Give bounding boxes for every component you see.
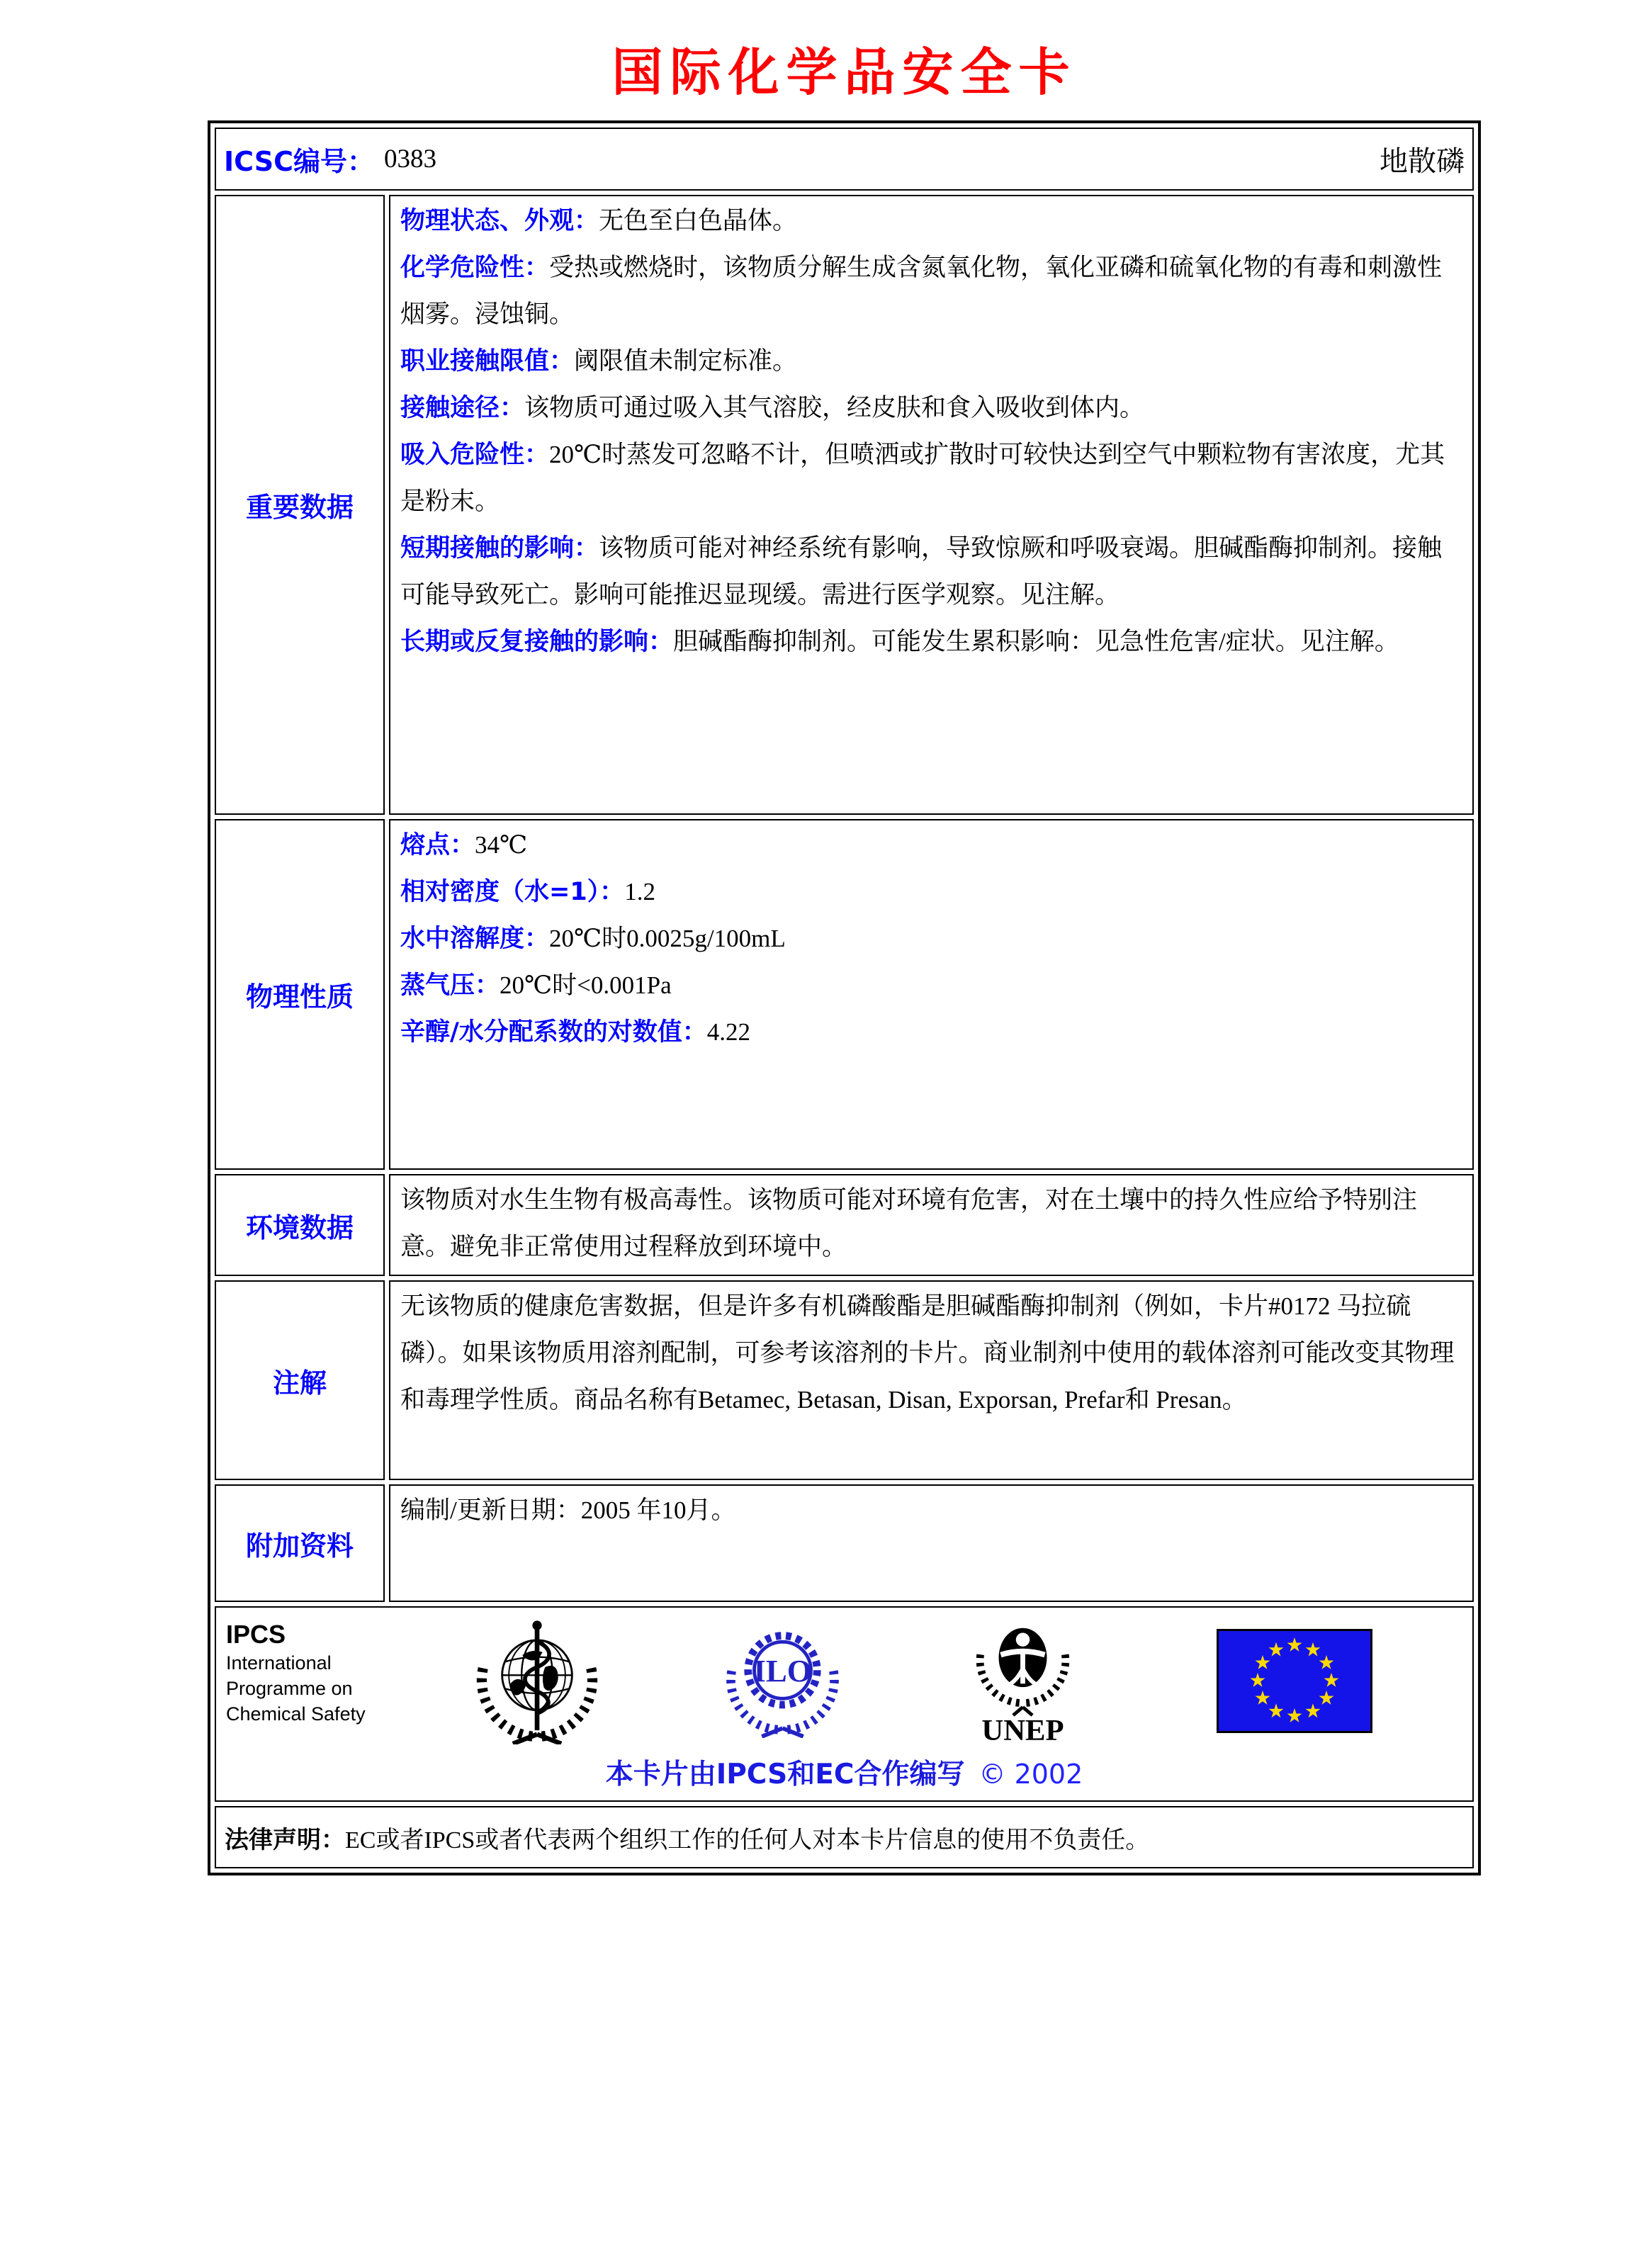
data-item xyxy=(400,619,1464,665)
notes-content xyxy=(389,1280,1474,1480)
icsc-number-label: ICSC编号： xyxy=(224,146,374,177)
additional-info-content xyxy=(389,1484,1474,1602)
ilo-letters: ILO xyxy=(753,1652,812,1688)
item-label: 蒸气压： xyxy=(400,971,500,1000)
item-label: 职业接触限值： xyxy=(400,347,575,376)
legal-label: 法律声明： xyxy=(225,1825,345,1854)
data-item xyxy=(400,525,1464,619)
data-item xyxy=(400,338,1464,385)
eu-flag-icon xyxy=(1217,1629,1372,1733)
section-label-additional-info: 附加资料 xyxy=(215,1484,385,1602)
item-text: 20℃时0.0025g/100mL xyxy=(549,925,786,952)
item-label: 辛醇/水分配系数的对数值： xyxy=(400,1018,707,1046)
item-label: 短期接触的影响： xyxy=(400,534,599,563)
ilo-logo-icon xyxy=(714,1619,852,1738)
footer-caption xyxy=(216,1752,1472,1792)
header-row xyxy=(215,128,1474,191)
data-item xyxy=(400,915,1464,962)
icsc-card-table xyxy=(208,120,1481,1875)
section-label-important-data: 重要数据 xyxy=(215,195,385,815)
item-label: 熔点： xyxy=(400,831,475,859)
item-label: 物理状态、外观： xyxy=(400,207,599,235)
chemical-name: 地散磷 xyxy=(1380,145,1465,177)
additional-info-row xyxy=(215,1484,1474,1602)
icsc-number-value: 0383 xyxy=(384,145,436,174)
item-text: 34℃ xyxy=(475,831,528,859)
item-label: 化学危险性： xyxy=(400,254,550,282)
section-label-physical-properties: 物理性质 xyxy=(215,819,385,1170)
section-text: 编制/更新日期：2005 年10月。 xyxy=(400,1496,736,1524)
data-item xyxy=(400,822,1464,869)
data-item xyxy=(400,869,1464,915)
page-title: 国际化学品安全卡 xyxy=(611,42,1077,102)
data-item xyxy=(400,431,1464,525)
who-logo-icon xyxy=(470,1613,604,1744)
data-item xyxy=(400,962,1464,1009)
ipcs-subtitle-line: International xyxy=(226,1652,332,1674)
data-item xyxy=(400,385,1464,431)
section-text: 该物质对水生生物有极高毒性。该物质可能对环境有危害，对在土壤中的持久性应给予特别注意。避免非正常使用过程释放到环境中。 xyxy=(400,1186,1418,1260)
item-label: 长期或反复接触的影响： xyxy=(400,628,674,656)
copyright: © 2002 xyxy=(979,1759,1083,1790)
item-text: 1.2 xyxy=(624,878,655,905)
section-text: 无该物质的健康危害数据，但是许多有机磷酸酯是胆碱酯酶抑制剂（例如，卡片#0172 马拉硫磷）。如果该物质用溶剂配制，可参考该溶剂的卡片。商业制剂中使用的载体溶剂可能改变其物理和毒理学性质。商品名称有Betamec, Betasan, Disan, Exporsan, Prefar和 Presan。 xyxy=(400,1292,1455,1414)
item-text: 20℃时蒸发可忽略不计，但喷洒或扩散时可较快达到空气中颗粒物有害浓度，尤其是粉末。 xyxy=(400,441,1445,515)
unep-logo-icon xyxy=(964,1612,1081,1747)
item-text: 20℃时<0.001Pa xyxy=(500,971,672,999)
section-label-notes: 注解 xyxy=(215,1280,385,1480)
item-label: 吸入危险性： xyxy=(400,441,550,469)
legal-row xyxy=(215,1806,1474,1868)
logos-cell xyxy=(215,1606,1474,1802)
item-text: 该物质可通过吸入其气溶胶，经皮肤和食入吸收到体内。 xyxy=(524,394,1145,422)
environmental-data-row xyxy=(215,1174,1474,1276)
important-data-content xyxy=(389,195,1474,815)
item-text: 4.22 xyxy=(706,1018,751,1046)
caption-text: 本卡片由IPCS和EC合作编写 xyxy=(605,1759,965,1790)
item-text: 无色至白色晶体。 xyxy=(599,207,798,235)
item-label: 水中溶解度： xyxy=(400,925,550,953)
logos-row xyxy=(215,1606,1474,1802)
legal-text: EC或者IPCS或者代表两个组织工作的任何人对本卡片信息的使用不负责任。 xyxy=(345,1827,1150,1854)
ipcs-block xyxy=(226,1619,366,1727)
section-label-environmental-data: 环境数据 xyxy=(215,1174,385,1276)
legal-cell xyxy=(215,1806,1474,1868)
item-label: 接触途径： xyxy=(400,394,525,422)
ipcs-subtitle-line: Chemical Safety xyxy=(226,1703,366,1725)
item-label: 相对密度（水=1）： xyxy=(400,878,625,906)
item-text: 受热或燃烧时，该物质分解生成含氮氧化物，氧化亚磷和硫氧化物的有毒和刺激性烟雾。浸蚀铜。 xyxy=(400,254,1443,328)
ipcs-subtitle-line: Programme on xyxy=(226,1678,353,1699)
notes-row xyxy=(215,1280,1474,1480)
environmental-data-content xyxy=(389,1174,1474,1276)
data-item xyxy=(400,244,1464,338)
ipcs-heading: IPCS xyxy=(226,1620,286,1649)
item-text: 该物质可能对神经系统有影响，导致惊厥和呼吸衰竭。胆碱酯酶抑制剂。接触可能导致死亡。影响可能推迟显现缓。需进行医学观察。见注解。 xyxy=(400,534,1443,609)
data-item xyxy=(400,1009,1464,1056)
item-text: 胆碱酯酶抑制剂。可能发生累积影响：见急性危害/症状。见注解。 xyxy=(673,628,1399,655)
physical-properties-content xyxy=(389,819,1474,1170)
item-text: 阈限值未制定标准。 xyxy=(574,347,798,375)
unep-letters: UNEP xyxy=(981,1713,1064,1747)
important-data-row xyxy=(215,195,1474,815)
header-cell xyxy=(215,128,1474,191)
physical-properties-row xyxy=(215,819,1474,1170)
data-item xyxy=(400,198,1464,244)
